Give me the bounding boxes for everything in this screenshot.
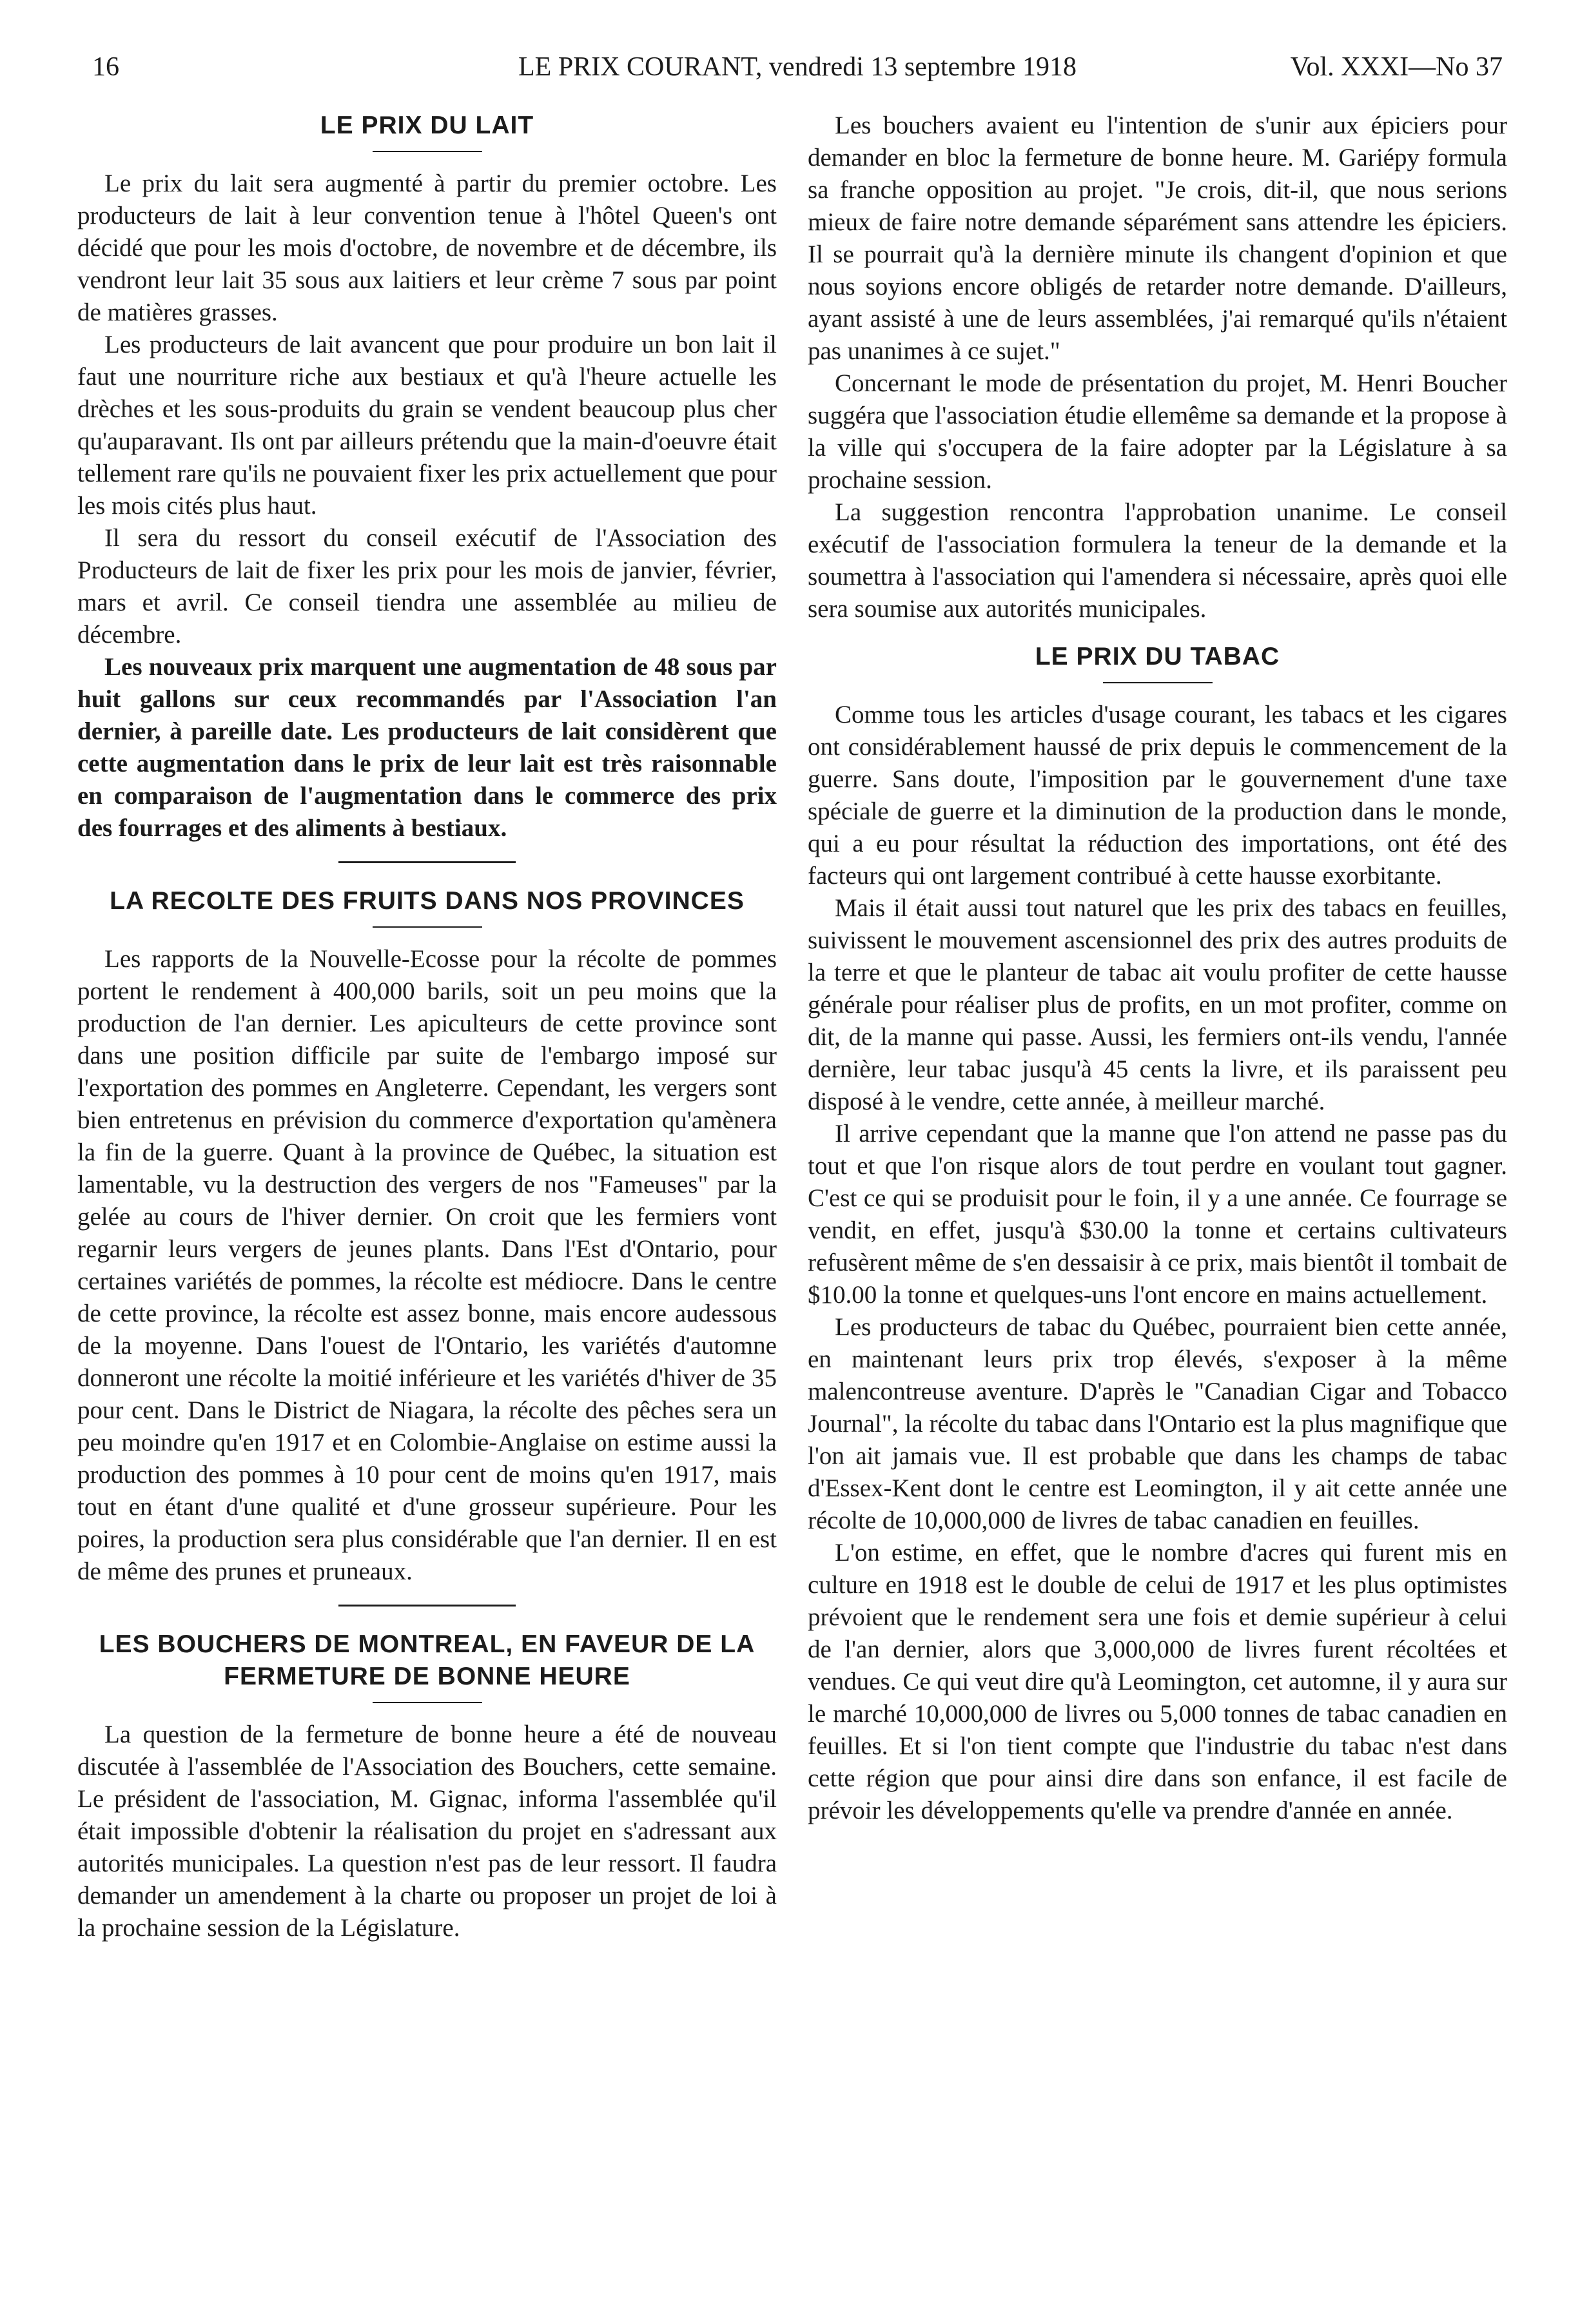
page-number: 16 bbox=[92, 52, 119, 82]
article-bouchers-de-montreal bbox=[77, 1628, 777, 1944]
paragraph: Les bouchers avaient eu l'intention de s'unir aux épiciers pour demander en bloc la fermeture de bonne heure. M. Gariépy formula sa franche opposition au projet. "Je crois, dit-il, que nous serions mieux de faire notre demande séparément sans attendre les épiciers. Il se pourrait qu'à la dernière minute ils changent d'opinion et que nous soyions encore obligés de retarder notre demande. D'ailleurs, ayant assisté à une de leurs assemblées, j'ai remarqué qu'ils n'étaient pas unanimes à ce sujet." bbox=[808, 112, 1507, 365]
article-title: LES BOUCHERS DE MONTREAL, EN FAVEUR DE LA FERMETURE DE BONNE HEURE bbox=[99, 1630, 756, 1690]
paragraph: La suggestion rencontra l'approbation unanime. Le conseil exécutif de l'association formulera la teneur de la demande et la soumettra à l'association qui l'amendera si nécessaire, après quoi elle sera soumise aux autorités municipales. bbox=[808, 498, 1507, 623]
paragraph: Les producteurs de lait avancent que pour produire un bon lait il faut une nourriture riche aux bestiaux et qu'à l'heure actuelle les drèches et les sous-produits du grain se vendent beaucoup plus cher qu'auparavant. Ils ont par ailleurs prétendu que la main-d'oeuvre était tellement rare qu'ils ne pouvaient fixer les prix actuellement que pour les mois cités plus haut. bbox=[77, 331, 777, 520]
article-title: LE PRIX DU TABAC bbox=[1035, 643, 1280, 670]
right-column bbox=[808, 110, 1507, 1827]
running-header bbox=[92, 46, 1503, 88]
paragraph: Il sera du ressort du conseil exécutif de l'Association des Producteurs de lait de fixer les prix pour les mois de janvier, février, mars et avril. Ce conseil tiendra une assemblée au milieu de décembre. bbox=[77, 524, 777, 649]
paragraph: Concernant le mode de présentation du projet, M. Henri Boucher suggéra que l'association étudie ellemême sa demande et la propose à la ville qui s'occupera de la faire adopter par la Législature à sa prochaine session. bbox=[808, 369, 1507, 494]
article-title: LA RECOLTE DES FRUITS DANS NOS PROVINCES bbox=[110, 887, 745, 915]
article-title: LE PRIX DU LAIT bbox=[320, 112, 534, 139]
article-prix-du-lait bbox=[77, 110, 777, 845]
article-divider bbox=[338, 1605, 516, 1606]
title-rule bbox=[373, 926, 482, 928]
paragraph: L'on estime, en effet, que le nombre d'acres qui furent mis en culture en 1918 est le double de celui de 1917 et les plus optimistes prévoient que le rendement sera une fois et demie supérieur à celui de l'an dernier, alors que 3,000,000 de livres furent récoltées et vendues. Ce qui veut dire qu'à Leomington, cet automne, il y aura sur le marché 10,000,000 de livres ou 5,000 tonnes de tabac canadien en feuilles. Et si l'on tient compte que l'industrie du tabac n'est dans cette région que pour ainsi dire dans son enfance, il est facile de prévoir les développements qu'elle va prendre d'année en année. bbox=[808, 1539, 1507, 1824]
paragraph: Mais il était aussi tout naturel que les prix des tabacs en feuilles, suivissent le mouvement ascensionnel des prix des autres produits de la terre et que le planteur de tabac ait voulu profiter de cette hausse générale pour réaliser plus de profits, en un mot profiter, comme on dit, de la manne qui passe. Aussi, les fermiers ont-ils vendu, l'année dernière, leur tabac jusqu'à 45 cents la livre, et ils paraissent peu disposé à le vendre, cette année, à meilleur marché. bbox=[808, 894, 1507, 1115]
article-prix-du-tabac bbox=[808, 641, 1507, 1827]
title-rule bbox=[373, 151, 482, 152]
paragraph: Il arrive cependant que la manne que l'on attend ne passe pas du tout et que l'on risque alors de tout perdre en voulant tout gagner. C'est ce qui se produisit pour le foin, il y a une année. Ce fourrage se vendit, en effet, jusqu'à $30.00 la tonne et certains cultivateurs refusèrent même de s'en dessaisir à ce prix, mais bientôt il tombait de $10.00 la tonne et quelques-uns l'ont encore en mains actuellement. bbox=[808, 1120, 1507, 1309]
paragraph: La question de la fermeture de bonne heure a été de nouveau discutée à l'assemblée de l'Association des Bouchers, cette semaine. Le président de l'association, M. Gignac, informa l'assemblée qu'il était impossible d'obtenir la réalisation du projet en s'adressant aux autorités municipales. La question n'est pas de leur ressort. Il faudra demander un amendement à la charte ou proposer un projet de loi à la prochaine session de la Législature. bbox=[77, 1721, 777, 1942]
paragraph: Les rapports de la Nouvelle-Ecosse pour la récolte de pommes portent le rendement à 400,000 barils, soit un peu moins que la production de l'an dernier. Les apiculteurs de cette province sont dans une position difficile par suite de l'embargo imposé sur l'exportation des pommes en Angleterre. Cependant, les vergers sont bien entretenus en prévision du commerce d'exportation qu'amènera la fin de la guerre. Quant à la province de Québec, la situation est lamentable, vu la destruction des vergers de nos "Fameuses" par la gelée au cours de l'hiver dernier. On croit que les fermiers vont regarnir leurs vergers de jeunes plants. Dans l'Est d'Ontario, pour certaines variétés de pommes, la récolte est médiocre. Dans le centre de cette province, la récolte est assez bonne, mais encore audessous de la moyenne. Dans l'ouest de l'Ontario, les variétés d'automne donneront une récolte la moitié inférieure et les variétés d'hiver de 35 pour cent. Dans le District de Niagara, la récolte des pêches sera un peu moindre qu'en 1917 et en Colombie-Anglaise on estime aussi la production des pommes à 10 pour cent de moins qu'en 1917, mais tout en étant d'une qualité et d'une grosseur supérieure. Pour les poires, la production sera plus considérable que l'an dernier. Il en est de même des prunes et pruneaux. bbox=[77, 945, 777, 1585]
article-recolte-des-fruits bbox=[77, 885, 777, 1588]
paragraph: Les nouveaux prix marquent une augmentation de 48 sous par huit gallons sur ceux recommandés par l'Association l'an dernier, à pareille date. Les producteurs de lait considèrent que cette augmentation dans le prix de leur lait est très raisonnable en comparaison de l'augmentation dans le commerce des prix des fourrages et des aliments à bestiaux. bbox=[77, 653, 777, 842]
paragraph: Les producteurs de tabac du Québec, pourraient bien cette année, en maintenant leurs prix trop élevés, s'exposer à la même malencontreuse aventure. D'après le "Canadian Cigar and Tobacco Journal", la récolte du tabac dans l'Ontario est la plus magnifique que l'on ait jamais vue. Il est probable que dans les champs de tabac d'Essex-Kent dont le centre est Leomington, il y ait cette année une récolte de 10,000,000 de livres de tabac canadien en feuilles. bbox=[808, 1313, 1507, 1534]
title-rule bbox=[1103, 682, 1213, 683]
article-bouchers-continued bbox=[808, 110, 1507, 625]
paragraph: Le prix du lait sera augmenté à partir du premier octobre. Les producteurs de lait à leur convention tenue à l'hôtel Queen's ont décidé que pour les mois d'octobre, de novembre et de décembre, ils vendront leur lait 35 sous aux laitiers et leur crème 7 sous par point de matières grasses. bbox=[77, 170, 777, 326]
title-rule bbox=[373, 1702, 482, 1703]
article-divider bbox=[338, 861, 516, 863]
volume-number: Vol. XXXI—No 37 bbox=[1290, 52, 1503, 82]
paragraph: Comme tous les articles d'usage courant, les tabacs et les cigares ont considérablement haussé de prix depuis le commencement de la guerre. Sans doute, l'imposition par le gouvernement d'une taxe spéciale de guerre et la diminution de la production dans le monde, qui a eu pour résultat la réduction des importations, ont été des facteurs qui ont largement contribué à cette hausse exorbitante. bbox=[808, 701, 1507, 890]
publication-title: LE PRIX COURANT, vendredi 13 septembre 1918 bbox=[518, 52, 1077, 82]
left-column bbox=[77, 110, 777, 1944]
